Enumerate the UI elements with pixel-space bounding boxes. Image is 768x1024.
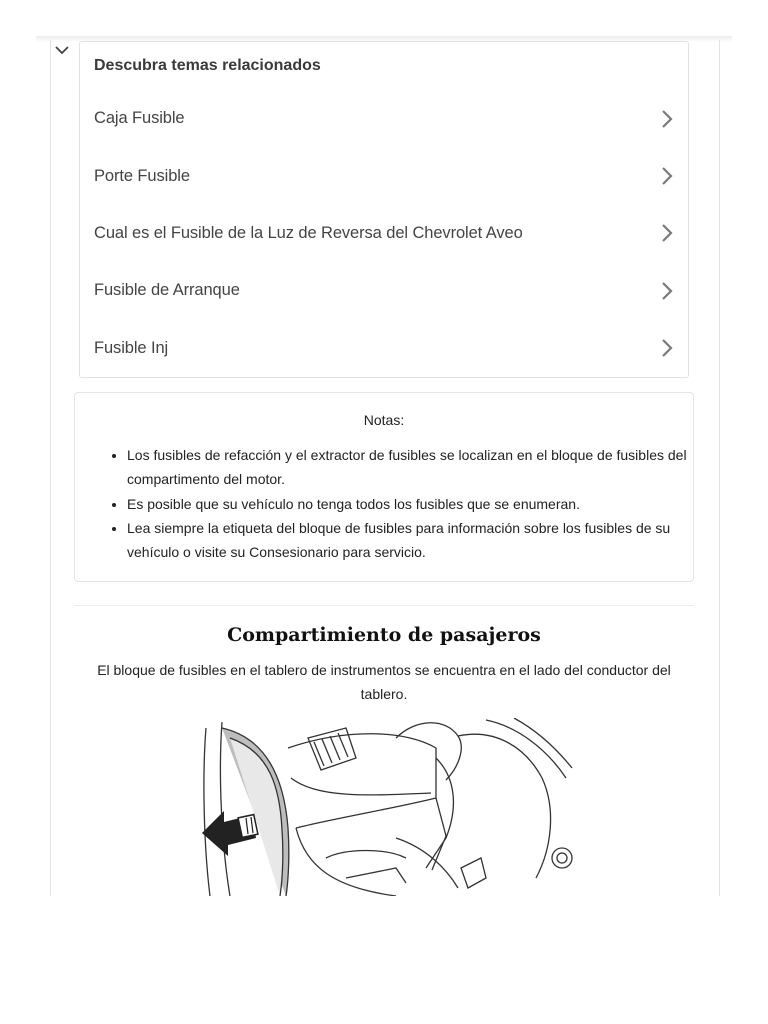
related-topic-label: Caja Fusible xyxy=(94,109,185,128)
related-topic-item[interactable] xyxy=(80,205,688,262)
related-topic-label: Fusible de Arranque xyxy=(94,281,240,300)
chevron-right-icon xyxy=(660,223,674,243)
chevron-right-icon xyxy=(660,338,674,358)
notes-title: Notas: xyxy=(363,412,405,428)
related-topic-item[interactable] xyxy=(80,262,688,319)
chevron-down-icon xyxy=(55,46,69,55)
notes-item: • Lea siempre la etiqueta del bloque de fusibles para información sobre los fusibles de su vehículo o visite su Consesionario para servicio. xyxy=(127,516,687,565)
chevron-right-icon xyxy=(660,281,674,301)
related-topic-label: Cual es el Fusible de la Luz de Reversa del Chevrolet Aveo xyxy=(94,223,523,242)
fuse-block-location-illustration xyxy=(196,718,574,896)
related-topic-item[interactable] xyxy=(80,320,688,377)
section-divider xyxy=(74,605,694,606)
related-topic-item[interactable] xyxy=(80,147,688,204)
notes-item: • Los fusibles de refacción y el extractor de fusibles se localizan en el bloque de fusibles del compartimento del motor. xyxy=(127,443,687,492)
related-topic-item[interactable] xyxy=(80,90,688,147)
related-topics-title: Descubra temas relacionados xyxy=(94,57,321,74)
related-topics-card xyxy=(79,41,689,378)
chevron-right-icon xyxy=(660,166,674,186)
related-topic-label: Porte Fusible xyxy=(94,166,190,185)
notes-item: • Es posible que su vehículo no tenga todos los fusibles que se enumeran. xyxy=(127,492,687,516)
related-topics-list xyxy=(80,90,688,377)
notes-list xyxy=(107,443,687,564)
section-description: El bloque de fusibles en el tablero de instrumentos se encuentra en el lado del conductor del tablero. xyxy=(97,662,671,702)
related-topic-label: Fusible Inj xyxy=(94,338,169,357)
notes-box xyxy=(74,392,694,582)
section-title: Compartimiento de pasajeros xyxy=(227,624,541,646)
chevron-right-icon xyxy=(660,109,674,129)
dashboard-line-drawing xyxy=(196,718,574,896)
collapse-toggle-button[interactable] xyxy=(54,42,70,58)
arrow-icon xyxy=(202,811,258,856)
